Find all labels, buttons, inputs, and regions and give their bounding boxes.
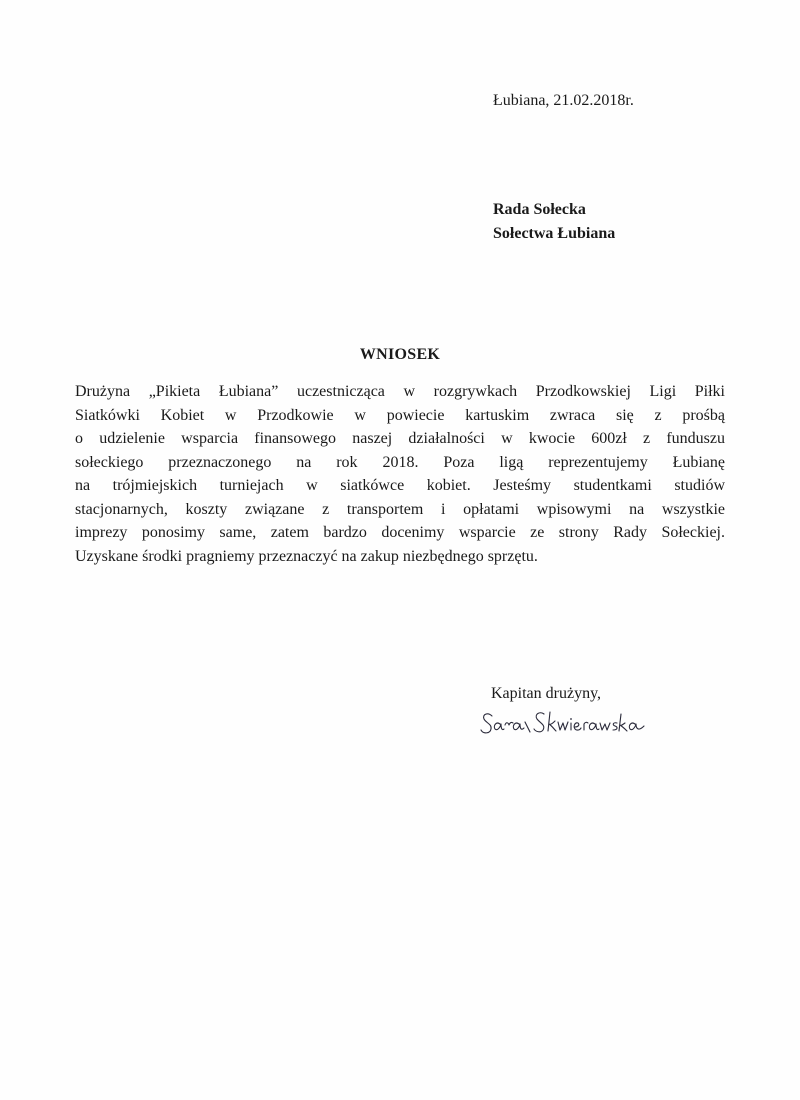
body-line: stacjonarnych, koszty związane z transportem i opłatami wpisowymi na wszystkie (75, 500, 725, 518)
addressee-line-2: Sołectwa Łubiana (493, 225, 616, 242)
body-line: o udzielenie wsparcia finansowego naszej działalności w kwocie 600zł z funduszu (75, 430, 725, 447)
request-body (75, 380, 725, 568)
date-line: Łubiana, 21.02.2018r. (493, 92, 634, 109)
body-line: Siatkówki Kobiet w Przodkowie w powiecie kartuskim zwraca się z prośbą (75, 406, 725, 424)
addressee-line-1: Rada Sołecka (493, 201, 586, 218)
body-line: na trójmiejskich turniejach w siatkówce kobiet. Jesteśmy studentkami studiów (75, 477, 725, 494)
body-line: sołeckiego przeznaczonego na rok 2018. Poza ligą reprezentujemy Łubianę (75, 453, 725, 471)
addressee-block (493, 198, 615, 246)
body-line: Drużyna „Pikieta Łubiana” uczestnicząca w rozgrywkach Przodkowskiej Ligi Piłki (75, 383, 725, 400)
closing-label: Kapitan drużyny, (491, 685, 602, 702)
document-title: WNIOSEK (359, 346, 441, 363)
body-line: Uzyskane środki pragniemy przeznaczyć na zakup niezbędnego sprzętu. (75, 547, 538, 565)
handwritten-signature (478, 704, 648, 740)
signature-dot (570, 718, 572, 720)
body-line: imprezy ponosimy same, zatem bardzo docenimy wsparcie ze strony Rady Sołeckiej. (75, 524, 725, 541)
